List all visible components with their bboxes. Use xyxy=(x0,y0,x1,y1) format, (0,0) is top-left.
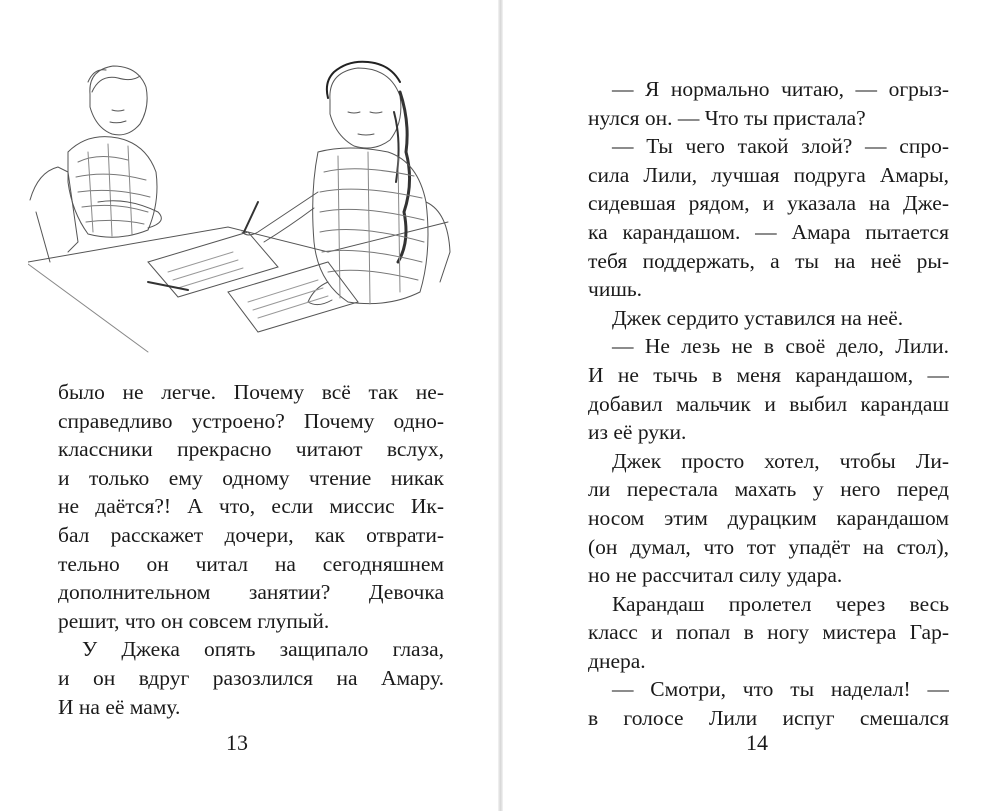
text-line: чишь. xyxy=(588,277,643,302)
text-line: Карандаш пролетел через весь xyxy=(612,591,949,616)
text-line: носом этим дурацким карандашом xyxy=(588,505,949,530)
text-line: бал расскажет дочери, как отврати- xyxy=(58,522,444,547)
text-line: и только ему одному чтение никак xyxy=(58,465,444,490)
text-line: было не легче. Почему всё так не- xyxy=(58,380,444,404)
text-line: в голосе Лили испуг смешался xyxy=(588,706,949,731)
text-line: класс и попал в ногу мистера Гар- xyxy=(588,620,949,645)
text-line: ли перестала махать у него перед xyxy=(588,477,949,502)
text-line: не даётся?! А что, если миссис Ик- xyxy=(58,494,444,519)
text-line: решит, что он совсем глупый. xyxy=(58,608,330,633)
text-line: и он вдруг разозлился на Амару. xyxy=(58,665,444,690)
text-line: Джек просто хотел, чтобы Ли- xyxy=(612,448,949,473)
page-number: 14 xyxy=(746,730,768,755)
text-line: И не тычь в меня карандашом, — xyxy=(588,362,949,387)
right-page-text xyxy=(588,75,949,733)
left-page xyxy=(0,0,498,811)
text-line: — Не лезь не в своё дело, Лили. xyxy=(612,334,949,359)
text-line: — Ты чего такой злой? — спро- xyxy=(612,134,949,159)
text-line: тельно он читал на сегодняшнем xyxy=(58,551,444,576)
text-line: сидевшая рядом, и указала на Дже- xyxy=(588,191,949,216)
text-line: нулся он. — Что ты пристала? xyxy=(588,105,866,130)
text-line: классники прекрасно читают вслух, xyxy=(58,437,444,462)
text-line: из её руки. xyxy=(588,420,687,445)
text-line: тебя поддержать, а ты на неё ры- xyxy=(588,248,949,273)
text-line: — Я нормально читаю, — огрыз- xyxy=(612,77,949,101)
text-line: (он думал, что тот упадёт на стол), xyxy=(588,534,949,559)
text-line: днера. xyxy=(588,648,646,673)
text-line: И на её маму. xyxy=(58,694,181,719)
page-number: 13 xyxy=(226,730,248,755)
text-line: но не рассчитал силу удара. xyxy=(588,563,843,588)
text-line: У Джека опять защипало глаза, xyxy=(82,637,444,662)
illustration-children-reading-icon xyxy=(28,52,458,362)
right-page xyxy=(503,0,1001,811)
text-line: ка карандашом. — Амара пытается xyxy=(588,219,949,244)
text-line: Джек сердито уставился на неё. xyxy=(612,305,904,330)
left-page-text xyxy=(58,378,444,721)
text-line: добавил мальчик и выбил карандаш xyxy=(588,391,949,416)
text-line: дополнительном занятии? Девочка xyxy=(58,580,444,605)
text-line: сила Лили, лучшая подруга Амары, xyxy=(588,162,949,187)
text-line: — Смотри, что ты наделал! — xyxy=(612,677,949,702)
text-line: справедливо устроено? Почему одно- xyxy=(58,408,444,433)
